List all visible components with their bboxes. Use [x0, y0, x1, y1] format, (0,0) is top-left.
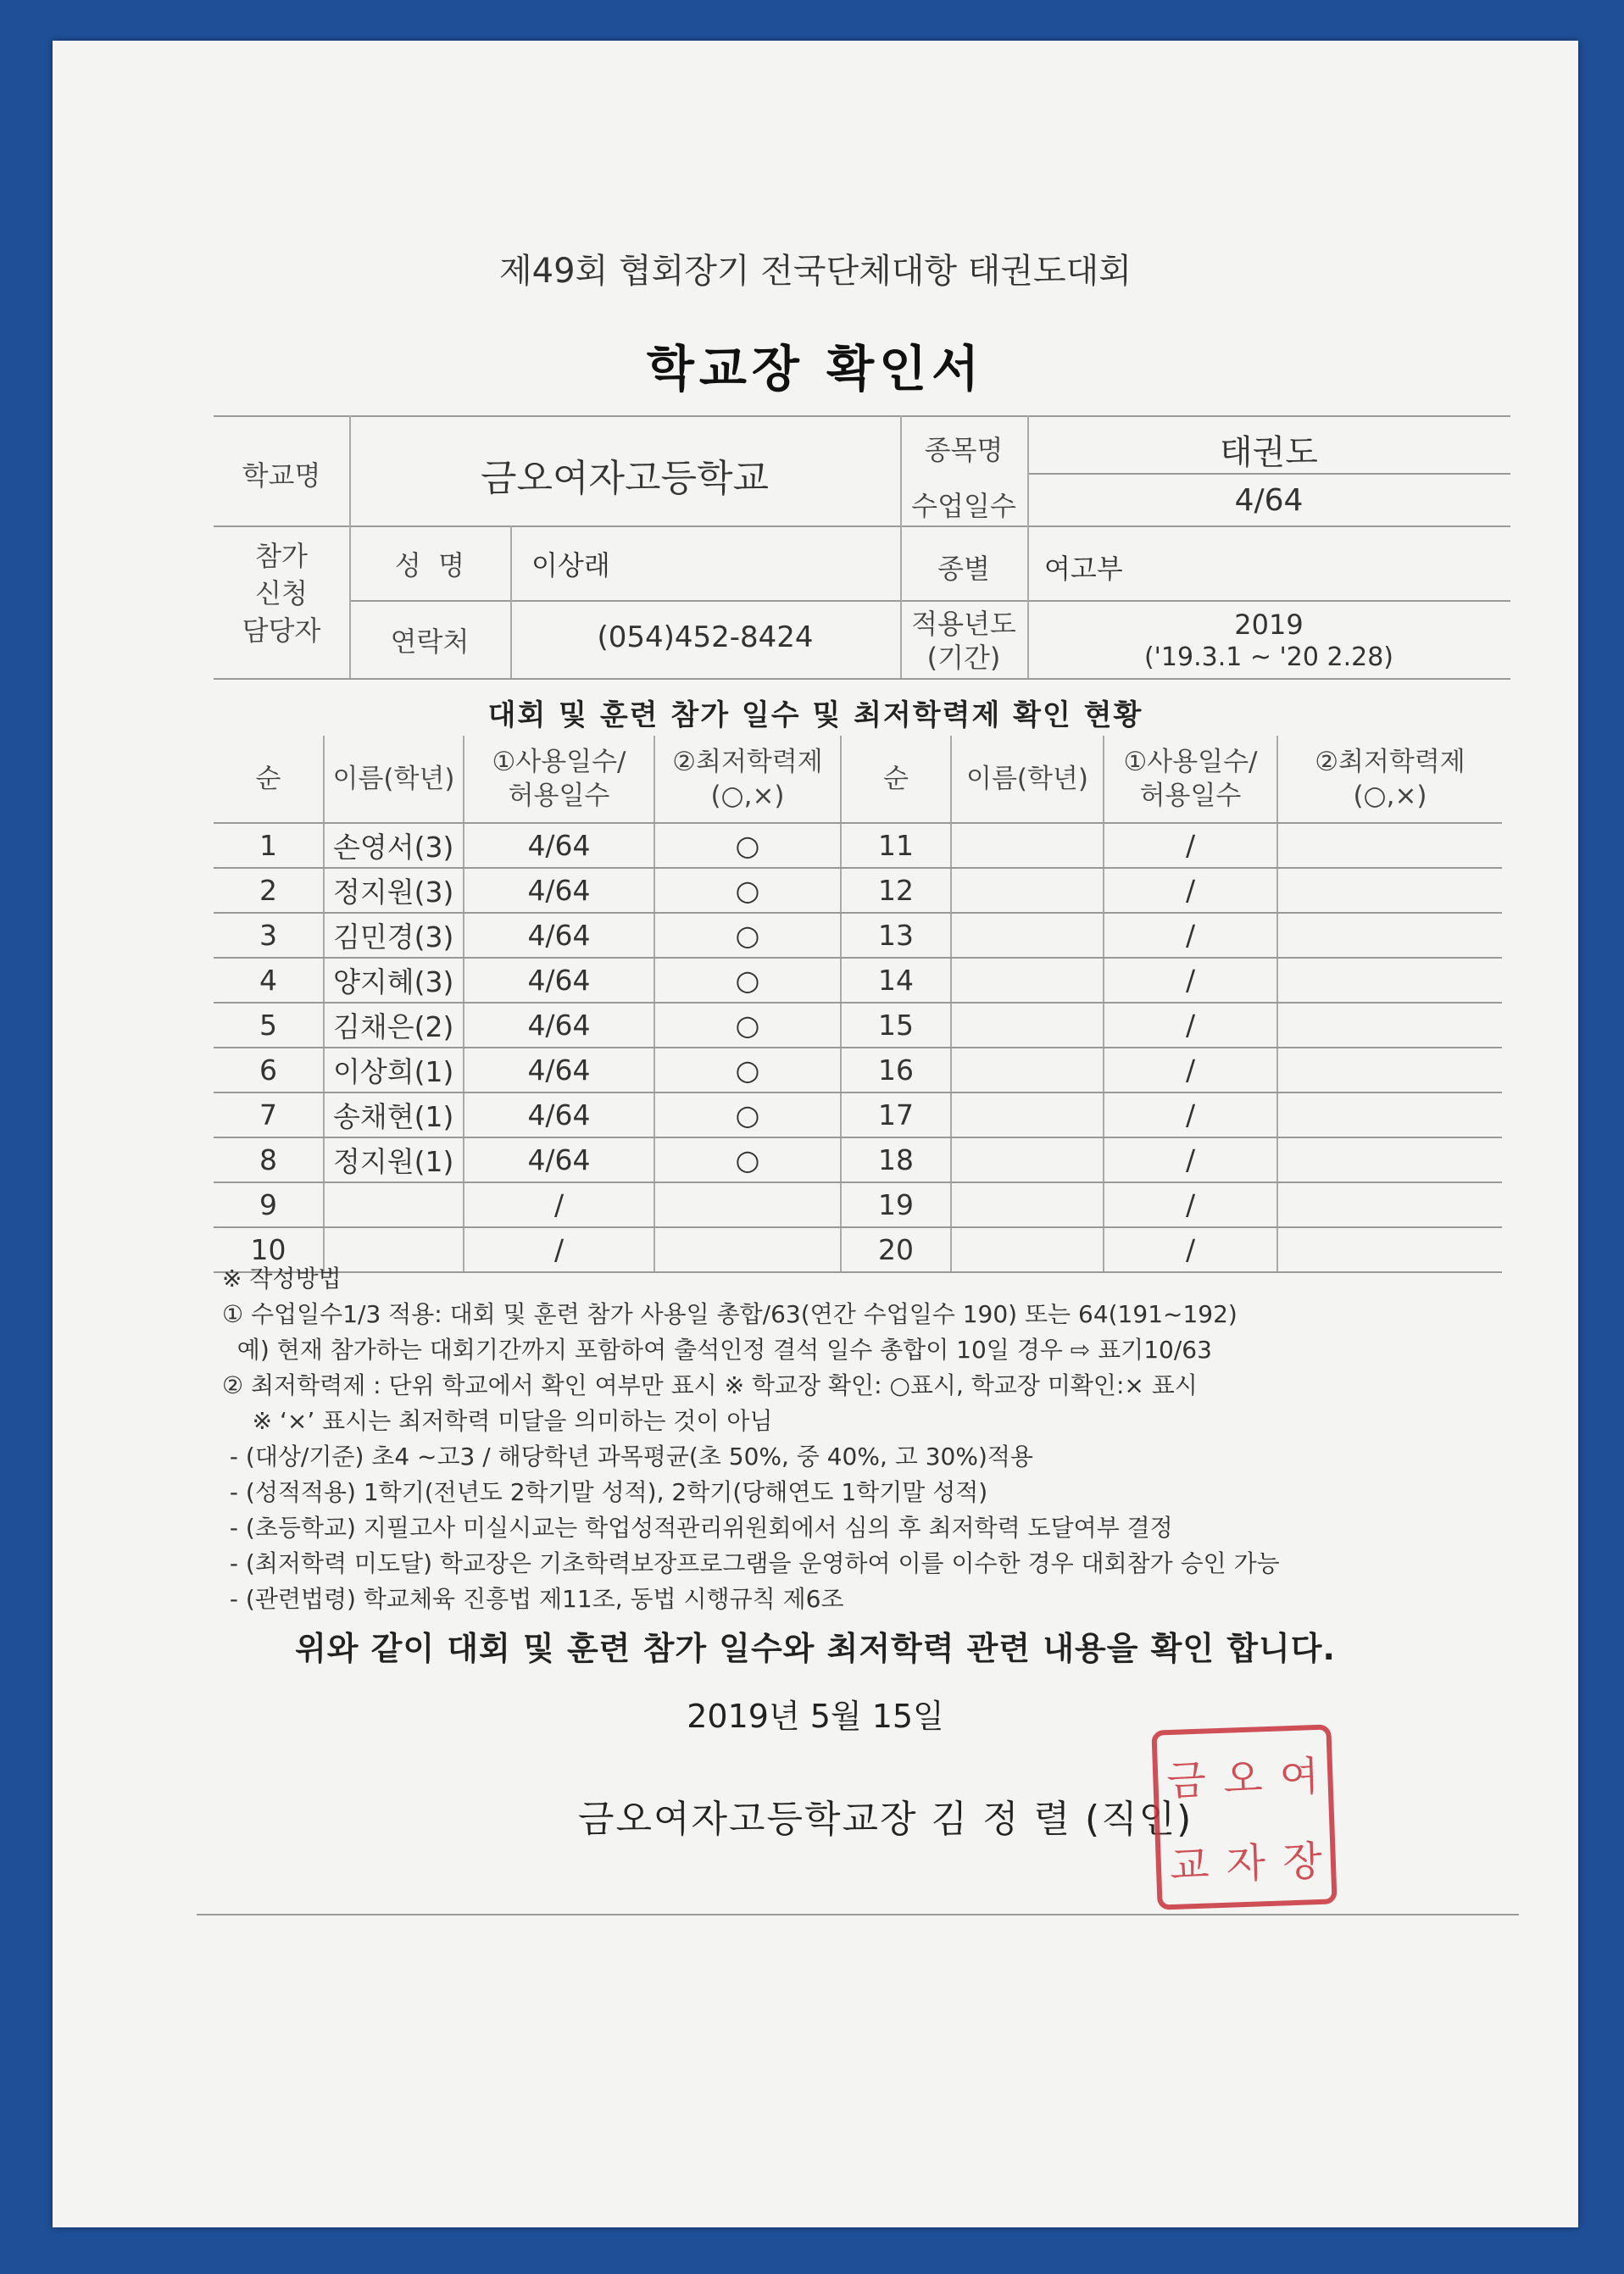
- header-name: 이름(학년): [324, 736, 464, 823]
- cell-no: 16: [841, 1048, 951, 1093]
- year-label: [900, 607, 1027, 675]
- days-value: 4/64: [1234, 483, 1304, 518]
- category-label: 종별: [937, 553, 990, 585]
- cell-days: 4/64: [464, 823, 654, 868]
- instruction-line: 예) 현재 참가하는 대회기간까지 포함하여 출석인정 결석 일수 총합이 10일 경우 ⇨ 표기10/63: [222, 1336, 1212, 1364]
- info-top-line: [214, 415, 1510, 417]
- header-min-line-1: ②최저학력제: [672, 747, 823, 777]
- header-days-2-line-2: 허용일수: [1139, 781, 1242, 811]
- cell-name: 양지혜(3): [324, 958, 464, 1003]
- seal-character: 금: [1165, 1756, 1207, 1805]
- cell-name: [951, 1182, 1104, 1227]
- cell-name: 김채은(2): [324, 1003, 464, 1048]
- cell-min: ○: [654, 823, 841, 868]
- cell-min: [1277, 868, 1502, 913]
- seal-character: 교: [1169, 1841, 1210, 1890]
- header-name-2: 이름(학년): [951, 736, 1104, 823]
- cell-name: 정지원(3): [324, 868, 464, 913]
- cell-name: 정지원(1): [324, 1137, 464, 1182]
- header-min: [654, 736, 841, 823]
- instruction-line: - (대상/기준) 초4 ~고3 / 해당학년 과목평균(초 50%, 중 40%, 고 30%)적용: [222, 1443, 1033, 1471]
- applicant-label-line-3: 담당자: [242, 614, 321, 647]
- cell-days: /: [1104, 1003, 1277, 1048]
- cell-days: 4/64: [464, 1137, 654, 1182]
- cell-name: [951, 913, 1104, 958]
- table-row: [214, 1182, 1502, 1227]
- info-vline-2: [510, 525, 512, 678]
- cell-days: /: [1104, 1048, 1277, 1093]
- days-label: 수업일수: [911, 490, 1016, 522]
- roster-table: [214, 736, 1502, 1273]
- table-row: [214, 958, 1502, 1003]
- cell-no: 11: [841, 823, 951, 868]
- issue-date: 2019년 5월 15일: [687, 1698, 944, 1735]
- cell-name: [951, 823, 1104, 868]
- event-title: 제49회 협회장기 전국단체대항 태권도대회: [499, 252, 1132, 291]
- cell-no: 14: [841, 958, 951, 1003]
- table-row: [214, 823, 1502, 868]
- cell-min: ○: [654, 1093, 841, 1137]
- cell-min: [1277, 823, 1502, 868]
- cell-name: 이상희(1): [324, 1048, 464, 1093]
- year-label-line-1: 적용년도: [911, 608, 1016, 640]
- cell-days: /: [1104, 868, 1277, 913]
- cell-name: 송채현(1): [324, 1093, 464, 1137]
- cell-days: 4/64: [464, 868, 654, 913]
- cell-min: ○: [654, 868, 841, 913]
- cell-no: 7: [214, 1093, 324, 1137]
- cell-days: /: [1104, 958, 1277, 1003]
- cell-name: [951, 1048, 1104, 1093]
- cell-min: ○: [654, 1003, 841, 1048]
- cell-min: [1277, 1182, 1502, 1227]
- cell-no: 1: [214, 823, 324, 868]
- applicant-label-line-1: 참가: [255, 540, 308, 572]
- writing-instructions: [222, 1261, 1527, 1617]
- cell-no: 12: [841, 868, 951, 913]
- cell-days: /: [1104, 1093, 1277, 1137]
- school-value: 금오여자고등학교: [480, 457, 770, 500]
- cell-days: /: [1104, 1227, 1277, 1272]
- cell-days: /: [1104, 913, 1277, 958]
- cell-no: 4: [214, 958, 324, 1003]
- cell-name: [951, 868, 1104, 913]
- instruction-line: - (관련법령) 학교체육 진흥법 제11조, 동법 시행규칙 제6조: [222, 1585, 844, 1613]
- period-value: ('19.3.1 ~ '20 2.28): [1143, 642, 1394, 672]
- header-days: [464, 736, 654, 823]
- cell-no: 10: [214, 1227, 324, 1272]
- header-min-2: [1277, 736, 1502, 823]
- header-days-2-line-1: ①사용일수/: [1123, 747, 1258, 777]
- bottom-rule: [197, 1914, 1519, 1915]
- cell-min: [1277, 1003, 1502, 1048]
- instruction-line: - (최저학력 미도달) 학교장은 기초학력보장프로그램을 운영하여 이를 이수한 경우 대회참가 승인 가능: [222, 1549, 1280, 1577]
- category-value: 여고부: [1044, 553, 1123, 585]
- seal-character: 장: [1282, 1837, 1323, 1886]
- cell-days: 4/64: [464, 1003, 654, 1048]
- header-days-line-1: ①사용일수/: [492, 747, 626, 777]
- cell-days: /: [464, 1182, 654, 1227]
- document-title: 학교장 확인서: [646, 340, 985, 398]
- info-line-1: [214, 525, 1510, 527]
- cell-name: [324, 1182, 464, 1227]
- table-row: [214, 1093, 1502, 1137]
- official-seal: [1151, 1724, 1337, 1910]
- instruction-line: ① 수업일수1/3 적용: 대회 및 훈련 참가 사용일 총합/63(연간 수업일수 190) 또는 64(191~192): [222, 1300, 1237, 1328]
- cell-min: [654, 1182, 841, 1227]
- cell-name: [951, 958, 1104, 1003]
- cell-days: /: [1104, 823, 1277, 868]
- info-bottom-line: [214, 678, 1510, 680]
- confirmation-statement: 위와 같이 대회 및 훈련 참가 일수와 최저학력 관련 내용을 확인 합니다.: [295, 1630, 1336, 1667]
- cell-days: 4/64: [464, 1093, 654, 1137]
- instruction-line: - (초등학교) 지필고사 미실시교는 학업성적관리위원회에서 심의 후 최저학력 도달여부 결정: [222, 1514, 1173, 1542]
- contact-label: 연락처: [390, 625, 470, 658]
- cell-no: 17: [841, 1093, 951, 1137]
- header-no: 순: [214, 736, 324, 823]
- table-row: [214, 913, 1502, 958]
- year-label-line-2: (기간): [926, 642, 1001, 674]
- cell-min: [1277, 1137, 1502, 1182]
- document-page: [53, 41, 1578, 2227]
- applicant-label-line-2: 신청: [255, 577, 308, 609]
- table-row: [214, 1048, 1502, 1093]
- cell-name: [951, 1137, 1104, 1182]
- cell-days: 4/64: [464, 1048, 654, 1093]
- cell-min: [1277, 958, 1502, 1003]
- cell-name: 김민경(3): [324, 913, 464, 958]
- cell-no: 5: [214, 1003, 324, 1048]
- cell-no: 18: [841, 1137, 951, 1182]
- cell-no: 9: [214, 1182, 324, 1227]
- contact-value: (054)452-8424: [597, 620, 814, 654]
- seal-character: 자: [1225, 1838, 1267, 1888]
- school-label: 학교명: [242, 459, 321, 492]
- header-min-line-2: (○,×): [710, 781, 785, 811]
- applicant-label: [214, 537, 349, 649]
- roster-table-title: 대회 및 훈련 참가 일수 및 최저학력제 확인 현황: [487, 698, 1143, 732]
- cell-no: 13: [841, 913, 951, 958]
- seal-character: 오: [1222, 1754, 1264, 1804]
- cell-no: 15: [841, 1003, 951, 1048]
- cell-name: [951, 1093, 1104, 1137]
- cell-days: /: [1104, 1137, 1277, 1182]
- principal-signature: 금오여자고등학교장 김 정 렬 (직인): [578, 1798, 1193, 1841]
- seal-character: 여: [1278, 1752, 1321, 1801]
- cell-min: [1277, 913, 1502, 958]
- name-value: 이상래: [531, 549, 610, 581]
- cell-days: /: [464, 1227, 654, 1272]
- info-line-2: [349, 600, 1510, 602]
- cell-no: 6: [214, 1048, 324, 1093]
- roster-header-row: [214, 736, 1502, 823]
- sport-label: 종목명: [924, 434, 1004, 466]
- cell-no: 20: [841, 1227, 951, 1272]
- table-row: [214, 1137, 1502, 1182]
- cell-no: 3: [214, 913, 324, 958]
- header-days-line-2: 허용일수: [508, 781, 610, 811]
- cell-min: ○: [654, 1137, 841, 1182]
- cell-no: 8: [214, 1137, 324, 1182]
- instruction-line: ② 최저학력제 : 단위 학교에서 확인 여부만 표시 ※ 학교장 확인: ○표시, 학교장 미확인:× 표시: [222, 1371, 1198, 1399]
- cell-name: 손영서(3): [324, 823, 464, 868]
- cell-min: [1277, 1093, 1502, 1137]
- name-label: 성 명: [394, 549, 465, 581]
- instruction-line: ※ ‘×’ 표시는 최저학력 미달을 의미하는 것이 아님: [222, 1407, 773, 1435]
- instruction-line: ※ 작성방법: [222, 1265, 342, 1293]
- header-min-2-line-1: ②최저학력제: [1315, 747, 1465, 777]
- table-row: [214, 1003, 1502, 1048]
- cell-min: [1277, 1048, 1502, 1093]
- table-row: [214, 868, 1502, 913]
- instruction-line: - (성적적용) 1학기(전년도 2학기말 성적), 2학기(당해연도 1학기말 성적): [222, 1478, 988, 1506]
- roster-body: [214, 823, 1502, 1272]
- cell-no: 19: [841, 1182, 951, 1227]
- cell-no: 2: [214, 868, 324, 913]
- header-days-2: [1104, 736, 1277, 823]
- sport-value: 태권도: [1220, 433, 1318, 472]
- year-value: 2019: [1234, 609, 1304, 641]
- cell-days: 4/64: [464, 958, 654, 1003]
- cell-name: [951, 1003, 1104, 1048]
- cell-days: 4/64: [464, 913, 654, 958]
- header-no-2: 순: [841, 736, 951, 823]
- cell-days: /: [1104, 1182, 1277, 1227]
- cell-min: ○: [654, 913, 841, 958]
- header-min-2-line-2: (○,×): [1353, 781, 1427, 811]
- cell-min: ○: [654, 958, 841, 1003]
- cell-min: ○: [654, 1048, 841, 1093]
